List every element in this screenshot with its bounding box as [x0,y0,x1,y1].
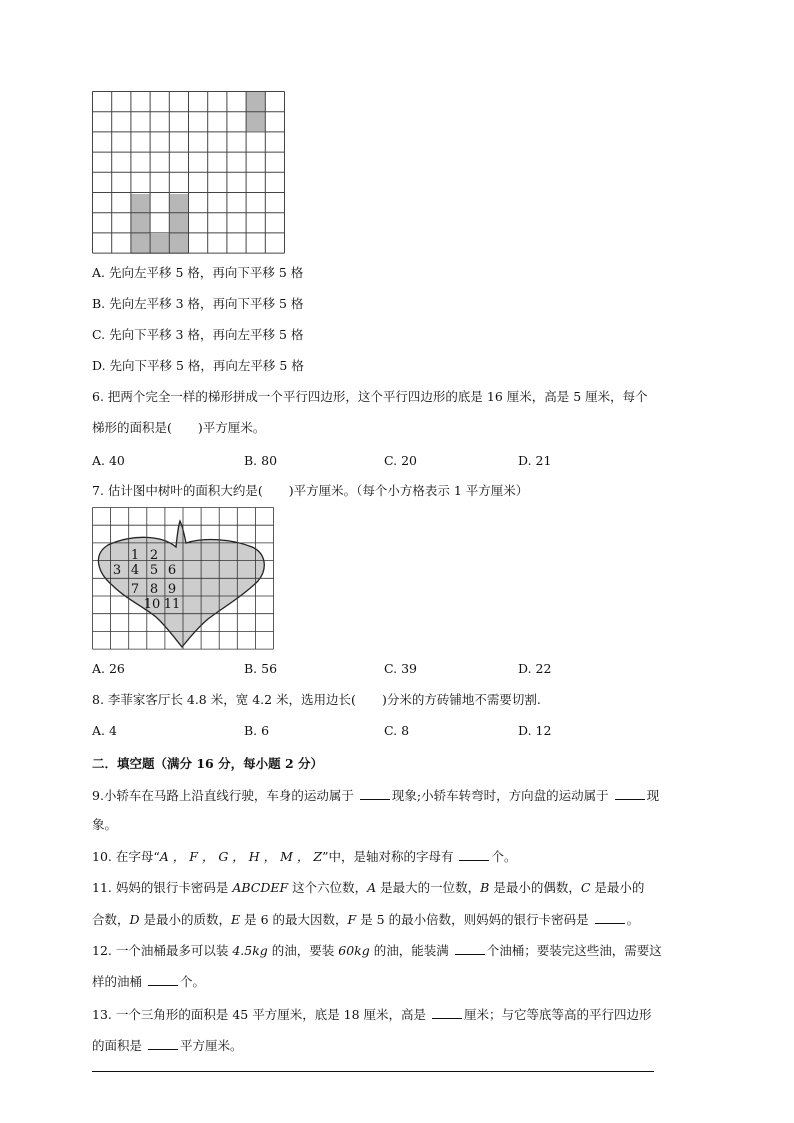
q13-blank-2[interactable] [148,1037,178,1050]
q13-text: 13. 一个三角形的面积是 45 平方厘米，底是 18 厘米，高是 [92,1007,427,1022]
q5-option-b[interactable]: B. 先向左平移 3 格，再向下平移 5 格 [92,296,304,311]
q12-value: 4.5kg [232,943,268,958]
q7-option-a[interactable]: A. 26 [92,661,125,676]
leaf-number: 7 [130,582,140,597]
leaf-number: 5 [149,563,159,578]
leaf-number: 8 [149,582,159,597]
q12-text: 个油桶；要装完这些油，需要这 [486,943,662,958]
q11-text: 是最大的一位数， [376,880,481,895]
q6-stem-line2 [92,420,265,436]
q5-option-c[interactable]: C. 先向下平移 3 格，再向左平移 5 格 [92,327,304,342]
q11-text: 11. 妈妈的银行卡密码是 [92,880,233,895]
q11-text: 是 5 的最小倍数，则妈妈的银行卡密码是 [356,912,589,927]
q9-blank-2[interactable] [615,787,645,800]
q6-option-d[interactable]: D. 21 [518,453,552,468]
section-title-fill-in: 二．填空题（满分 16 分，每小题 2 分） [92,756,324,771]
q11-var: A [367,880,377,895]
u-shape-right-cell [169,194,188,254]
q11-var: B [480,880,490,895]
q12-blank-2[interactable] [148,973,178,986]
q11-text: 这个六位数， [288,880,368,895]
q10-text-mid: ”中，是轴对称的字母有 [322,849,454,864]
q11-var: C [580,880,591,895]
q9-text-a: 9.小轿车在马路上沿直线行驶，车身的运动属于 [92,788,354,803]
q11-text: 合数， [92,912,130,927]
q9-text-c: 现 [646,788,660,803]
q11-blank[interactable] [595,911,625,924]
q6-option-c[interactable]: C. 20 [384,453,417,468]
leaf-number: 3 [112,563,122,578]
q8-option-c[interactable]: C. 8 [384,723,410,738]
q13-text: 平方厘米。 [180,1038,243,1053]
footer-rule [92,1071,654,1072]
q12-blank-1[interactable] [455,942,485,955]
q10-blank[interactable] [459,848,489,861]
q7-stem-pre: 7. 估计图中树叶的面积大约是( [92,483,263,498]
leaf-number: 1 [130,548,140,563]
q5-option-d[interactable]: D. 先向下平移 5 格，再向左平移 5 格 [92,358,304,373]
q11-text: 是 6 的最大因数， [240,912,348,927]
q7-option-c[interactable]: C. 39 [384,661,417,676]
leaf-number: 2 [149,548,159,563]
q5-option-a[interactable]: A. 先向左平移 5 格，再向下平移 5 格 [92,265,304,280]
translation-grid-figure [92,91,286,255]
q11-line1 [92,880,644,896]
leaf-number: 11 [163,597,181,612]
q6-option-a[interactable]: A. 40 [92,453,125,468]
q6-stem-pre: 梯形的面积是( [92,420,172,435]
q13-line1 [92,1006,652,1023]
q10-letters: A ， F ， G ， H ， M ， Z [159,849,323,864]
leaf-number: 10 [143,597,161,612]
q9-line2: 象。 [92,817,118,832]
q10-line [92,848,516,865]
q7-stem-post: )平方厘米。（每个小方格表示 1 平方厘米） [288,483,529,498]
q8-stem-pre: 8. 李菲家客厅长 4.8 米，宽 4.2 米，选用边长( [92,692,356,707]
leaf-number: 9 [167,582,177,597]
q12-value: 60kg [338,943,370,958]
q6-stem-post: )平方厘米。 [197,420,266,435]
q12-text: 12. 一个油桶最多可以装 [92,943,233,958]
q11-text: 是最小的偶数， [489,880,581,895]
q11-text: 。 [626,912,640,927]
q8-stem-post: )分米的方砖铺地不需要切割. [381,692,541,707]
top-right-shape-cell [246,91,265,131]
q7-stem [92,483,528,499]
q12-line1 [92,942,662,959]
q8-option-b[interactable]: B. 6 [244,723,270,738]
q13-line2 [92,1037,243,1054]
u-shape-bottom-cell [150,234,169,254]
q10-text-pre: 10. 在字母“ [92,849,160,864]
q13-blank-1[interactable] [432,1006,462,1019]
leaf-number: 6 [167,563,177,578]
q7-option-d[interactable]: D. 22 [518,661,552,676]
q7-option-b[interactable]: B. 56 [244,661,278,676]
q6-stem-line1: 6. 把两个完全一样的梯形拼成一个平行四边形，这个平行四边形的底是 16 厘米，高是 5 厘米，每个 [92,389,648,404]
q12-text: 样的油桶 [92,974,143,989]
q9-line1 [92,787,659,804]
q8-option-a[interactable]: A. 4 [92,723,117,738]
q10-text-post: 个。 [491,849,517,864]
q8-option-d[interactable]: D. 12 [518,723,552,738]
leaf-grid-figure [92,507,275,650]
q6-option-b[interactable]: B. 80 [244,453,278,468]
q9-text-b: 现象;小轿车转弯时，方向盘的运动属于 [391,788,609,803]
q8-stem [92,692,541,708]
q11-line2 [92,911,639,928]
q11-var: E [231,912,241,927]
q11-text: 是最小的质数， [139,912,232,927]
leaf-shape [98,521,264,647]
q12-text: 的油，能装满 [369,943,449,958]
q12-text: 的油，要装 [267,943,339,958]
q12-text: 个。 [180,974,206,989]
q11-var: D [129,912,140,927]
q12-line2 [92,973,205,990]
q11-text: 是最小的 [590,880,645,895]
u-shape-left-cell [131,194,150,254]
q9-blank-1[interactable] [360,787,390,800]
q13-text: 的面积是 [92,1038,143,1053]
q13-text: 厘米；与它等底等高的平行四边形 [464,1007,652,1022]
grid-lines [93,508,274,650]
leaf-number: 4 [130,563,140,578]
q11-var: ABCDEF [232,880,289,895]
q11-var: F [347,912,357,927]
